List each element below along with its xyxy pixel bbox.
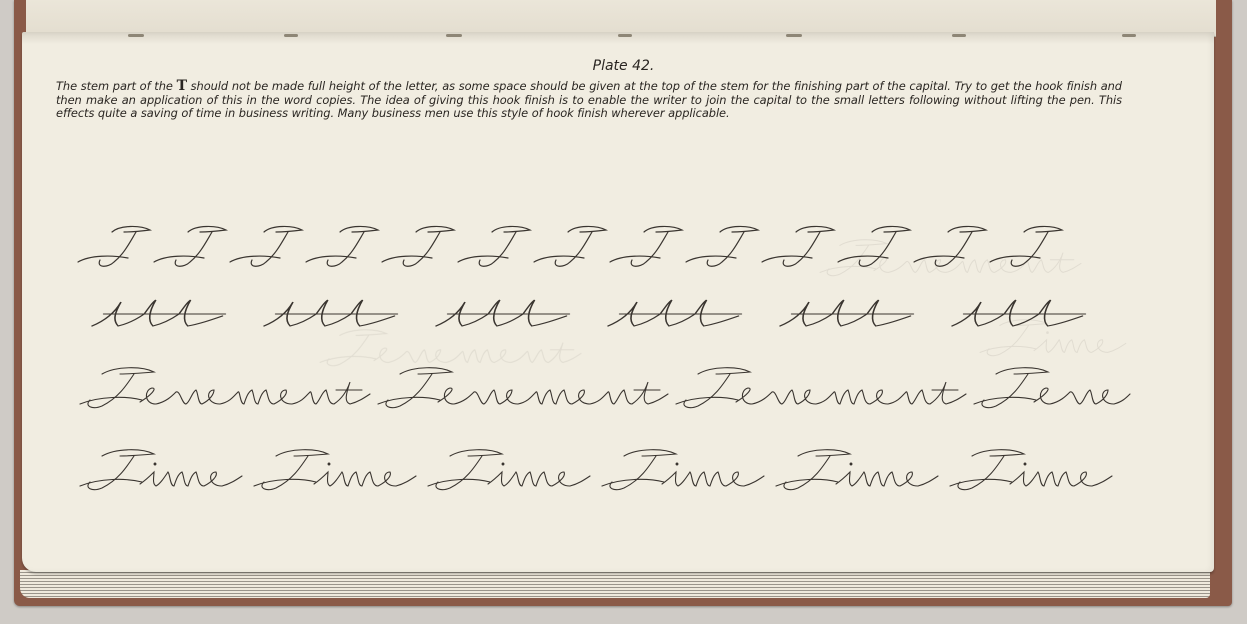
time-word-drill (80, 450, 242, 490)
capital-t-drill (686, 226, 758, 266)
small-ttt-drill (92, 300, 225, 326)
capital-t-drill (154, 226, 226, 266)
small-t-row (92, 300, 1085, 326)
time-word-drill (602, 450, 764, 490)
time-word-drill (776, 450, 938, 490)
time-row (80, 450, 1112, 490)
time-word-drill (950, 450, 1112, 490)
capital-t-drill (382, 226, 454, 266)
time-word-drill (428, 450, 590, 490)
tenement-row (80, 368, 1130, 408)
capital-t-drill (458, 226, 530, 266)
capital-t-drill (230, 226, 302, 266)
instructions-text-start: The stem part of the (56, 79, 177, 93)
capital-t-drill (610, 226, 682, 266)
show-through-ghost (320, 240, 1126, 366)
tenement-word-drill (378, 368, 668, 408)
capital-t-drill (990, 226, 1062, 266)
capital-t-row (78, 226, 1062, 266)
tenement-word-drill (80, 368, 370, 408)
capital-t-drill (762, 226, 834, 266)
capital-t-drill (78, 226, 150, 266)
small-ttt-drill (780, 300, 913, 326)
small-ttt-drill (436, 300, 569, 326)
small-ttt-drill (952, 300, 1085, 326)
time-word-drill (254, 450, 416, 490)
tenement-word-drill (676, 368, 966, 408)
capital-t-drill (838, 226, 910, 266)
tene-word-drill (974, 368, 1130, 408)
capital-t-drill (534, 226, 606, 266)
small-ttt-drill (264, 300, 397, 326)
instructions-text-rest: should not be made full height of the letter, as some space should be given at the top of the stem for the finishing part of the capital. Try to get the hook finish and then make an application of this in the word copies. The idea of giving this hook finish is to enable the writer to join the capital to the small letters following without lifting the pen. This effects quite a saving of time in business writing. Many business men use this style of hook finish wherever applicable. (56, 79, 1122, 120)
small-ttt-drill (608, 300, 741, 326)
instructions-letter: T (176, 78, 187, 94)
capital-t-drill (306, 226, 378, 266)
plate-title: Plate 42. (592, 58, 655, 74)
